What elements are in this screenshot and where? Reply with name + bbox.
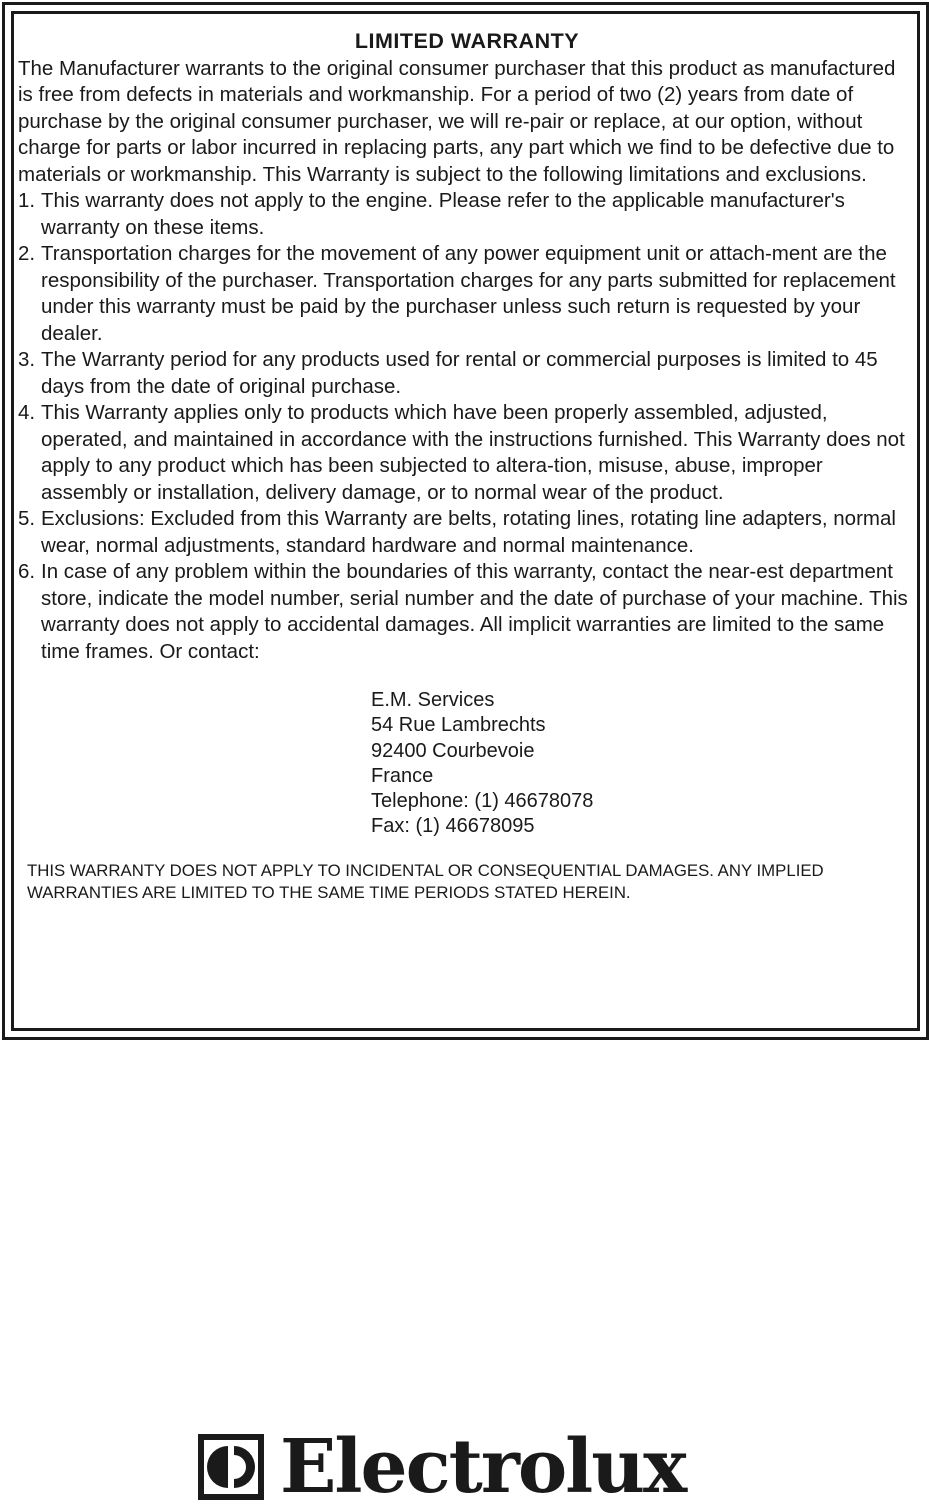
electrolux-wordmark: Electrolux xyxy=(280,1424,686,1510)
warranty-disclaimer: THIS WARRANTY DOES NOT APPLY TO INCIDENTAL OR CONSEQUENTIAL DAMAGES. ANY IMPLIED WARRANTIES ARE LIMITED TO THE SAME TIME PERIODS STATED HEREIN. xyxy=(27,860,824,903)
address-country: France xyxy=(371,764,434,787)
list-item-number: 3. xyxy=(18,348,36,371)
list-item-number: 6. xyxy=(18,560,36,583)
list-item-text: This Warranty applies only to products which have been properly assembled, adjusted, operated, and maintained in accordance with the instructions furnished. This Warranty does not apply to any product which has been subjected to altera-tion, misuse, abuse, improper assembly or installation, delivery damage, or to normal wear of the product. xyxy=(41,401,905,504)
list-item xyxy=(18,400,908,506)
warranty-intro: The Manufacturer warrants to the original consumer purchaser that this product as manufactured is free from defects in materials and workmanship. For a period of two (2) years from date of purchase by the original consumer purchaser, we will re-pair or replace, at our option, without charge for parts or labor incurred in replacing parts, any part which we find to be defective due to materials or workmanship. This Warranty is subject to the following limitations and exclusions. xyxy=(18,56,896,186)
list-item-text: The Warranty period for any products used for rental or commercial purposes is limited to 45 days from the date of original purchase. xyxy=(41,348,878,398)
list-item-text: In case of any problem within the boundaries of this warranty, contact the near-est department store, indicate the model number, serial number and the date of purchase of your machine. This warranty does not apply to accidental damages. All implicit warranties are limited to the same time frames. Or contact: xyxy=(41,560,908,663)
list-item-number: 4. xyxy=(18,401,36,424)
address-company: E.M. Services xyxy=(371,689,495,711)
warranty-conditions-list xyxy=(18,188,908,665)
list-item-text: This warranty does not apply to the engine. Please refer to the applicable manufacturer's warranty on these items. xyxy=(41,189,845,239)
address-street: 54 Rue Lambrechts xyxy=(371,714,546,737)
contact-address xyxy=(371,688,908,840)
list-item-number: 5. xyxy=(18,507,36,530)
list-item-number: 2. xyxy=(18,242,36,265)
address-telephone: Telephone: (1) 46678078 xyxy=(371,790,594,813)
electrolux-logo-icon xyxy=(198,1434,264,1500)
list-item xyxy=(18,559,908,665)
address-city: 92400 Courbevoie xyxy=(371,739,535,762)
list-item xyxy=(18,188,908,241)
address-fax: Fax: (1) 46678095 xyxy=(371,815,535,838)
list-item-text: Exclusions: Excluded from this Warranty are belts, rotating lines, rotating line adapters, normal wear, normal adjustments, standard hardware and normal maintenance. xyxy=(41,507,896,557)
warranty-content xyxy=(18,28,908,905)
list-item-text: Transportation charges for the movement of any power equipment unit or attach-ment are the responsibility of the purchaser. Transportation charges for any parts submitted for replacement under this warranty must be paid by the purchaser unless such return is requested by your dealer. xyxy=(41,242,896,345)
list-item xyxy=(18,506,908,559)
list-item-number: 1. xyxy=(18,189,36,212)
list-item xyxy=(18,241,908,347)
list-item xyxy=(18,347,908,400)
warranty-title: LIMITED WARRANTY xyxy=(354,29,580,53)
electrolux-logo xyxy=(198,1424,686,1510)
